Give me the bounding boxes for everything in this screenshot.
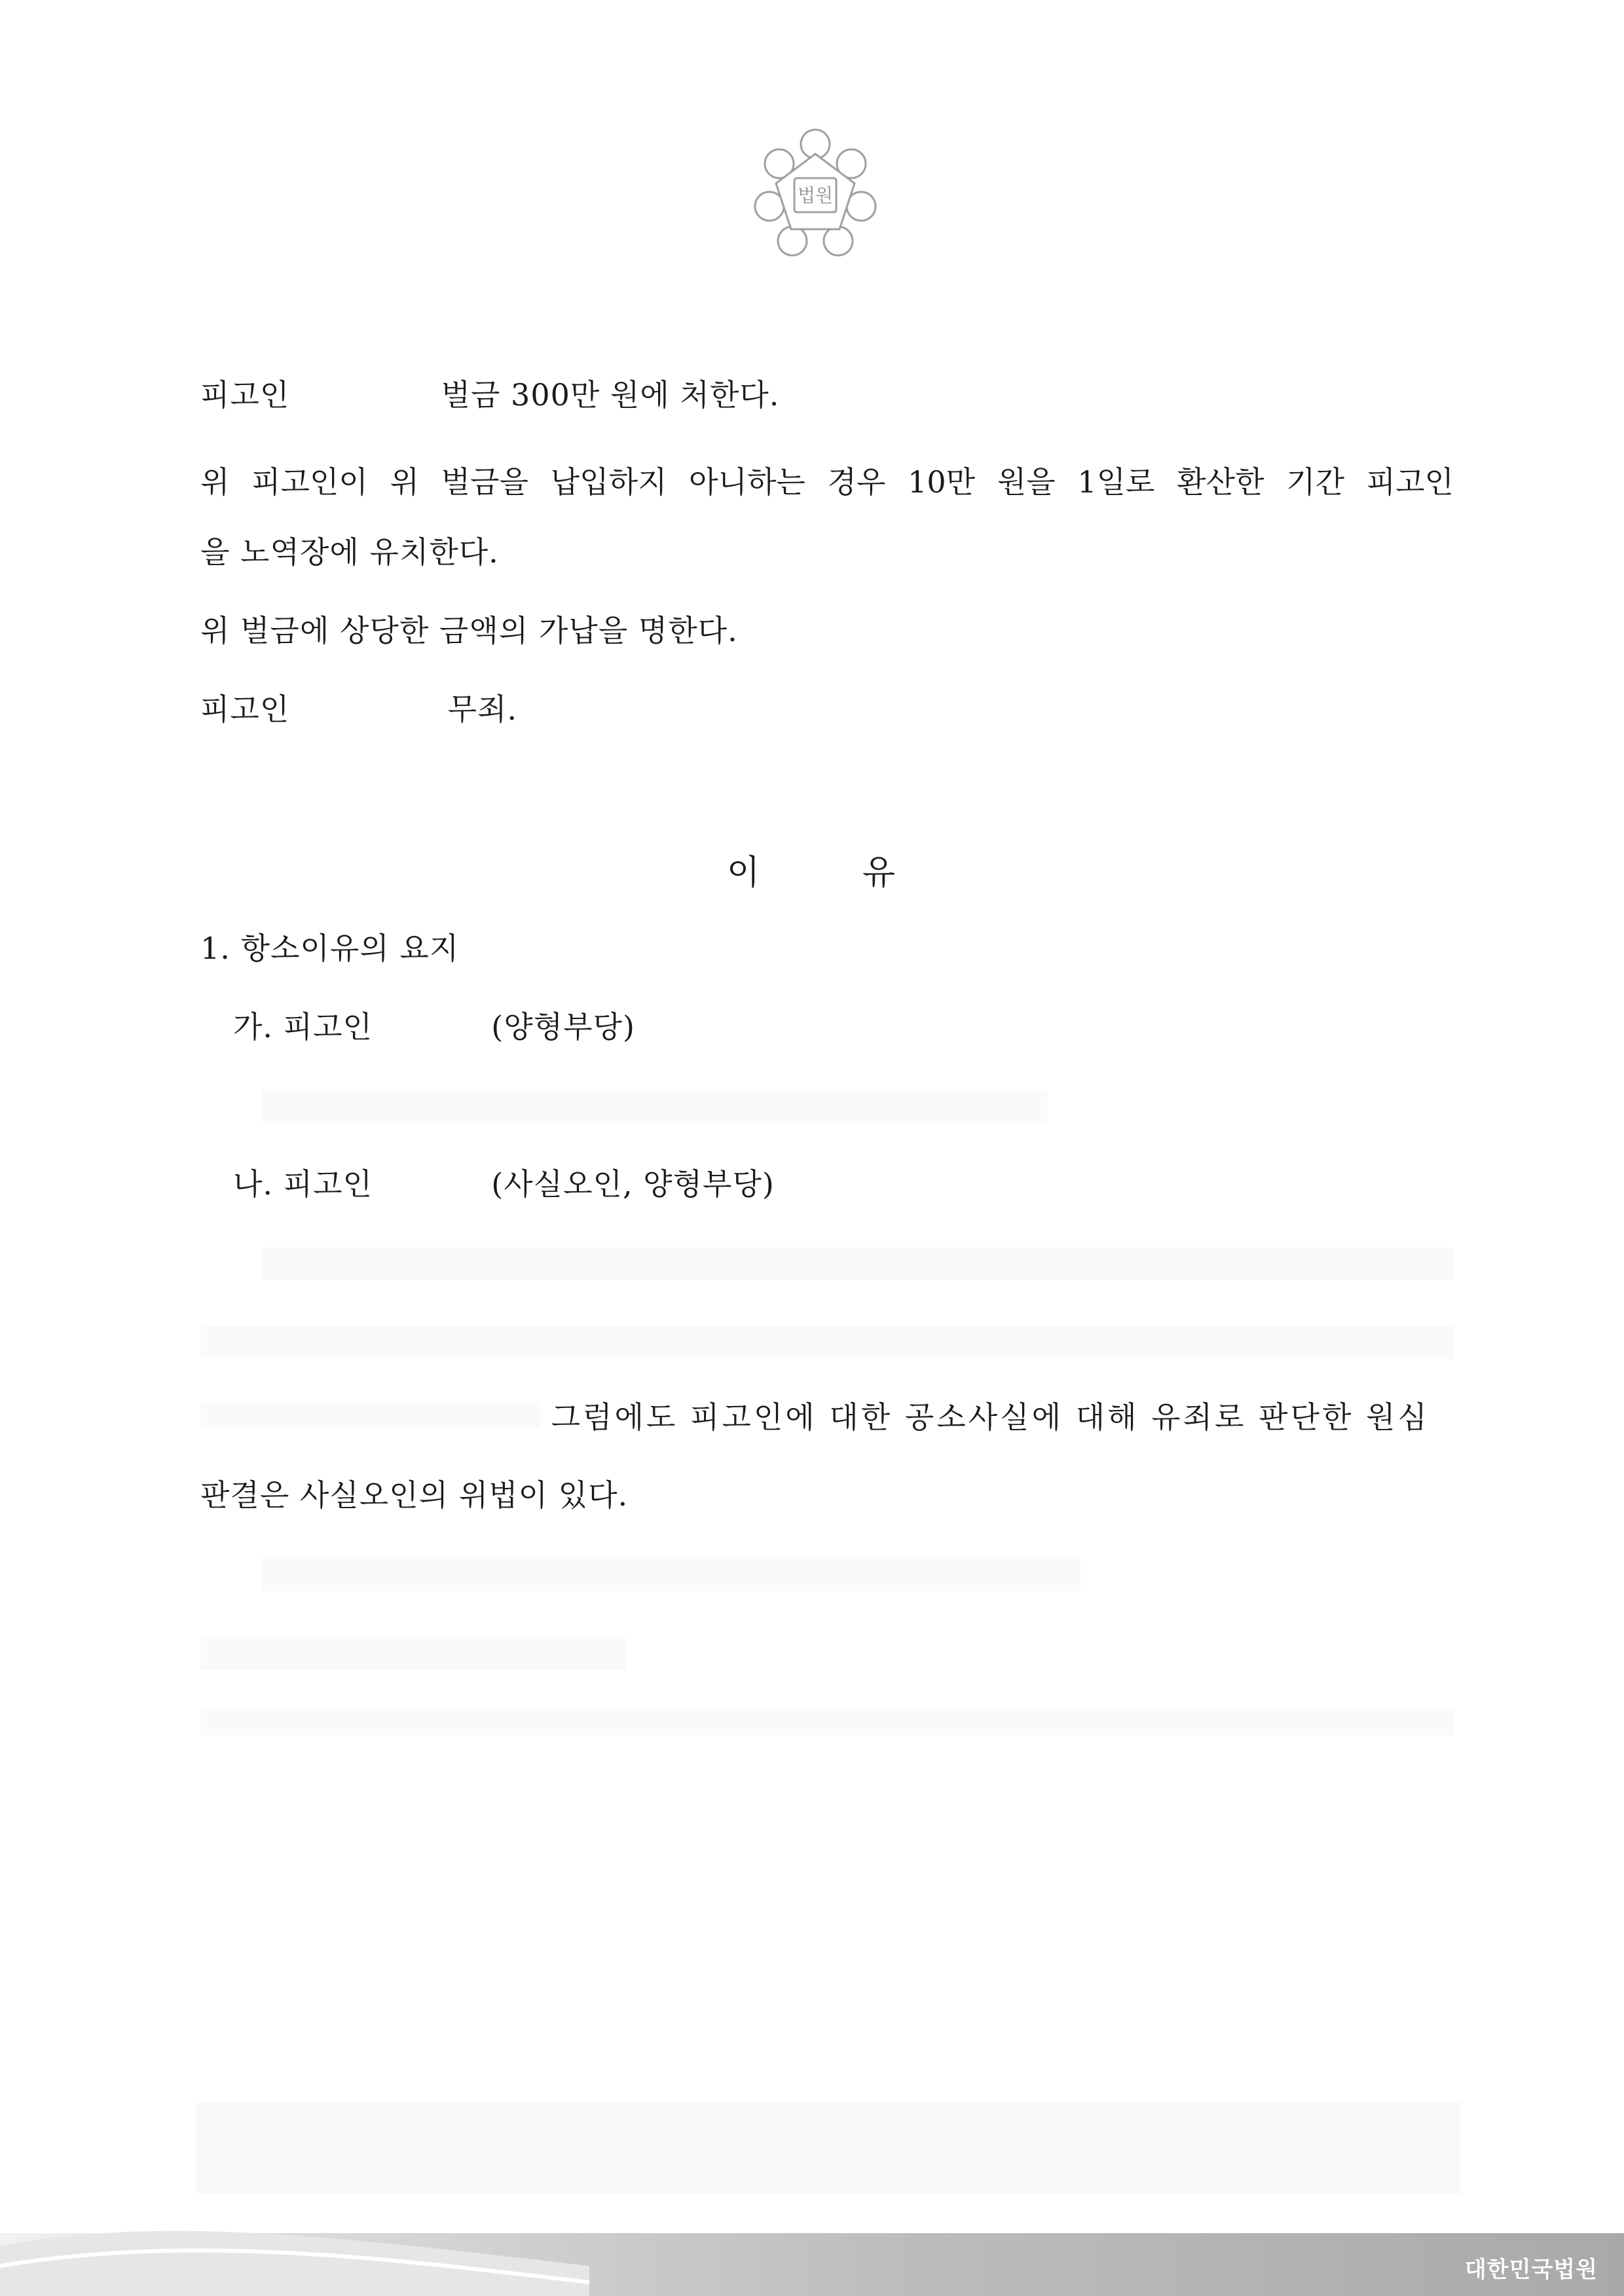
appeal-item-ga [233,1009,635,1045]
paragraph-line-a [200,1399,1454,1435]
verdict-line-4: 위 벌금에 상당한 금액의 가납을 명한다. [200,613,738,648]
faint-text-line [200,1326,1454,1359]
reasons-heading: 이 유 [727,853,895,893]
verdict-line-3: 을 노역장에 유치한다. [200,534,499,570]
faint-text-line [200,1637,626,1670]
paragraph-line-b: 판결은 사실오인의 위법이 있다. [200,1477,629,1513]
item-label: 가. 피고인 [233,1009,373,1045]
faint-text-line [200,1709,1454,1735]
paragraph-text: 그럼에도 피고인에 대한 공소사실에 대해 유죄로 판단한 원심 [551,1399,1430,1435]
seal-label: 법원 [797,185,834,206]
verdict-line-5 [200,692,518,727]
footer-swoosh [0,2220,589,2296]
footer-court-label: 대한민국법원 [1464,2257,1598,2283]
faint-text [200,1401,541,1428]
faint-text-line [262,1559,1080,1591]
faint-text-line [262,1090,1048,1123]
item-label: 나. 피고인 [233,1166,373,1202]
court-seal-icon [740,118,891,268]
acquittal-text: 무죄. [447,692,518,727]
defendant-label: 피고인 [200,692,290,727]
faint-notice-block [196,2102,1460,2194]
item-ground: (사실오인, 양형부당) [491,1166,775,1202]
section-title: 1. 항소이유의 요지 [200,931,460,966]
verdict-line-2: 위 피고인이 위 벌금을 납입하지 아니하는 경우 10만 원을 1일로 환산한 기간 피고인 [200,464,1454,500]
defendant-label: 피고인 [200,377,290,413]
faint-text-line [262,1248,1454,1280]
appeal-item-na [233,1166,775,1202]
sentence-text: 벌금 300만 원에 처한다. [441,377,780,413]
item-ground: (양형부당) [491,1009,635,1045]
verdict-line-1 [200,377,780,413]
